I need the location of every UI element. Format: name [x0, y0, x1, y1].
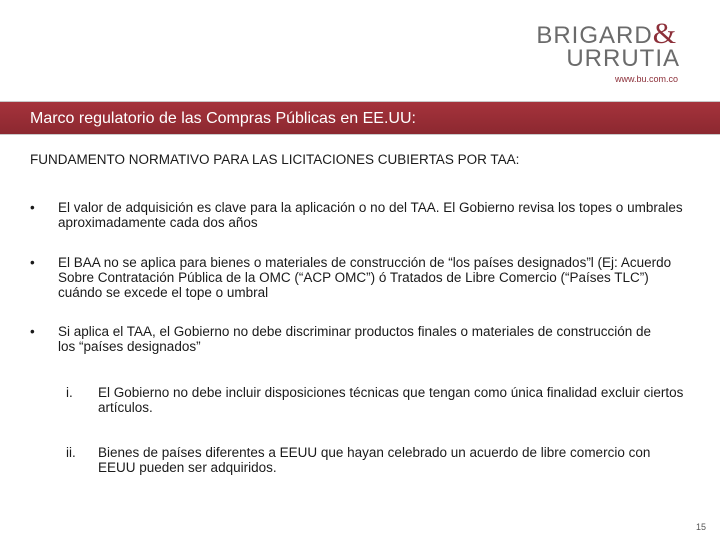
- bullet-text: Si aplica el TAA, el Gobierno no debe discriminar productos finales o materiales de construcción de los “países designados”: [58, 324, 652, 354]
- slide-title: Marco regulatorio de las Compras Públicas en EE.UU:: [30, 110, 416, 127]
- title-banner: [0, 101, 720, 135]
- sub-item-text: Bienes de países diferentes a EEUU que hayan celebrado un acuerdo de libre comercio con EEUU pueden ser adquiridos.: [98, 445, 651, 475]
- logo-line-1: BRIGARD: [536, 22, 653, 49]
- section-subheading: FUNDAMENTO NORMATIVO PARA LAS LICITACIONES CUBIERTAS POR TAA:: [30, 152, 520, 167]
- logo-line-2: URRUTIA: [566, 45, 680, 72]
- bullet-text: El BAA no se aplica para bienes o materiales de construcción de “los países designados”l (Ej: Acuerdo Sobre Contratación Pública de la OMC (“ACP OMC”) ó Tratados de Libre Comercio (“Países TLC”) cuándo se excede el tope o umbral: [58, 255, 672, 300]
- bullet-text: El valor de adquisición es clave para la aplicación o no del TAA. El Gobierno revisa los topes o umbrales aproximadamente cada dos años: [58, 200, 683, 230]
- logo-url: www.bu.com.co: [614, 74, 678, 84]
- bullet-marker: •: [30, 255, 35, 270]
- bullet-marker: •: [30, 200, 35, 215]
- page-number: 15: [695, 522, 706, 532]
- sub-item-marker: i.: [66, 385, 73, 400]
- sub-item-marker: ii.: [66, 445, 76, 460]
- sub-item-text: El Gobierno no debe incluir disposiciones técnicas que tengan como única finalidad excluir ciertos artículos.: [98, 385, 684, 415]
- bullet-marker: •: [30, 324, 35, 339]
- logo-ampersand: &: [652, 17, 678, 50]
- brigard-urrutia-logo: [536, 17, 680, 84]
